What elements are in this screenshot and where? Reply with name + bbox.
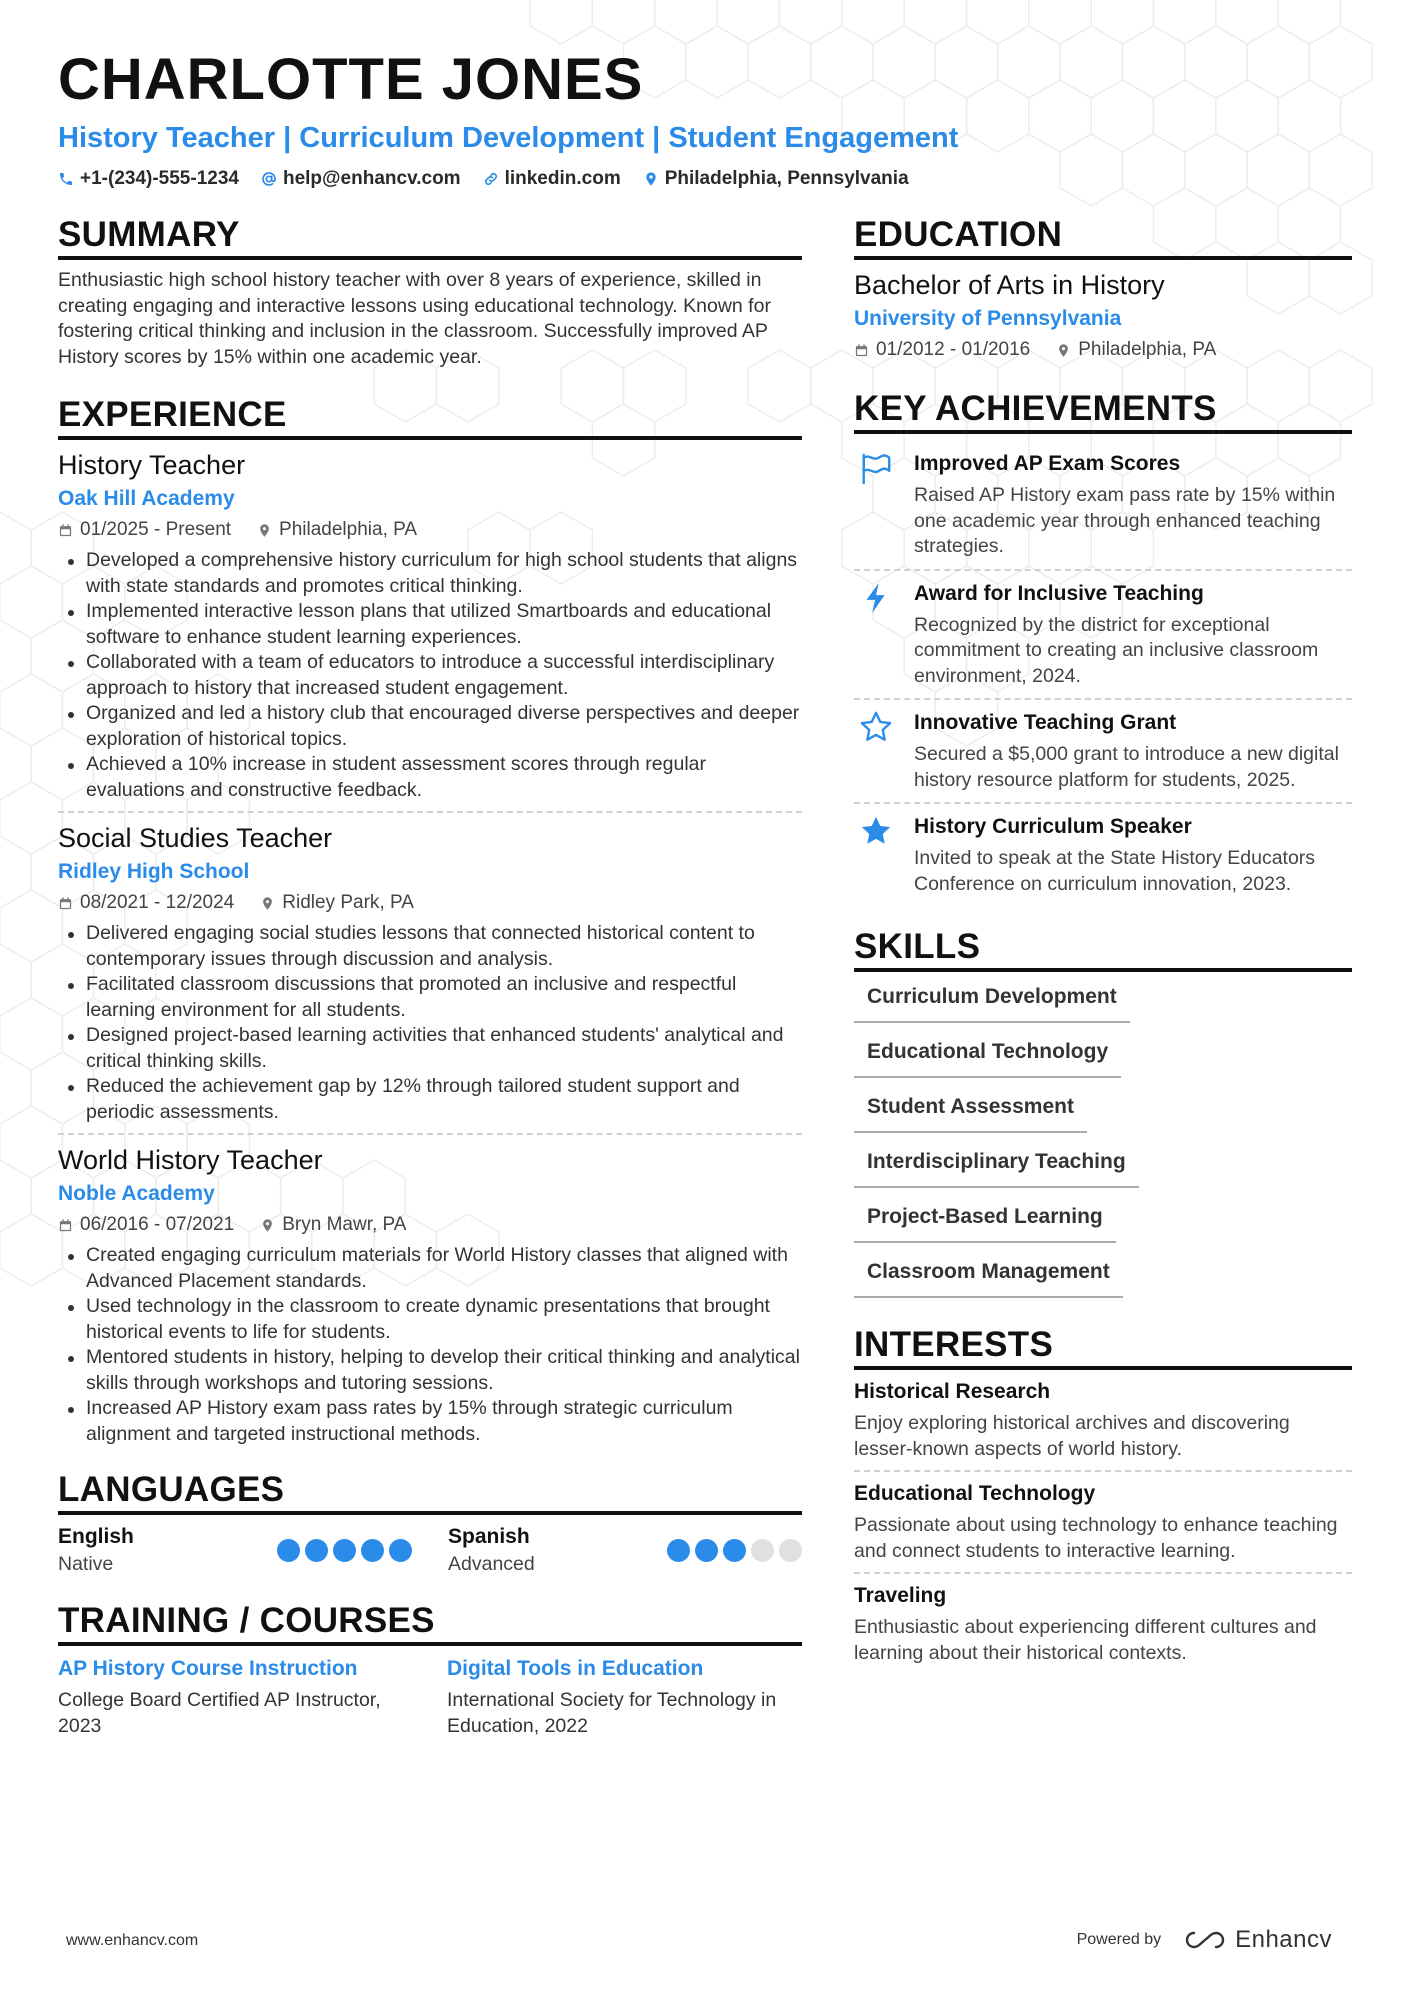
job-dates-text: 01/2025 - Present (80, 519, 232, 540)
training-title: Digital Tools in Education (447, 1657, 704, 1680)
contact-linkedin[interactable] (483, 168, 621, 190)
job-bullet: Reduced the achievement gap by 12% through tailored student support and periodic assessments. (58, 1074, 802, 1125)
job-dates-text: 06/2016 - 07/2021 (80, 1214, 235, 1235)
star-outline-icon (859, 710, 893, 744)
job-bullet: Designed project-based learning activities that enhanced students' analytical and critical thinking skills. (58, 1023, 802, 1074)
summary-section (58, 214, 802, 370)
location-pin-icon (643, 171, 659, 187)
interest-desc: Enthusiastic about experiencing different cultures and learning about their historical contexts. (854, 1616, 1317, 1664)
training-item (58, 1654, 413, 1739)
location-pin-icon (260, 896, 275, 911)
phone-text: +1-(234)-555-1234 (80, 168, 239, 189)
training-title: AP History Course Instruction (58, 1657, 358, 1680)
job-bullet: Collaborated with a team of educators to introduce a successful interdisciplinary approach to history that increased student engagement. (58, 650, 802, 701)
rating-dot-filled (695, 1539, 718, 1562)
interests-section (854, 1324, 1352, 1674)
job-location (260, 1211, 406, 1239)
job-bullet: Delivered engaging social studies lessons that connected historical content to contemporary issues through discussion and analysis. (58, 921, 802, 972)
language-name: Spanish (448, 1525, 530, 1548)
job-bullet: Facilitated classroom discussions that promoted an inclusive and respectful learning environment for all students. (58, 972, 802, 1023)
achievement-desc: Raised AP History exam pass rate by 15% within one academic year through enhanced teaching strategies. (914, 484, 1336, 557)
job-dates-text: 08/2021 - 12/2024 (80, 892, 235, 913)
contact-email[interactable] (261, 168, 461, 190)
achievement-item (854, 698, 1352, 802)
candidate-name: CHARLOTTE JONES (58, 47, 644, 112)
job-bullet: Organized and led a history club that encouraged diverse perspectives and deeper exploration of historical topics. (58, 701, 802, 752)
resume-header (58, 44, 1358, 190)
achievement-desc: Recognized by the district for exceptional commitment to creating an inclusive classroom environment, 2024. (914, 613, 1319, 687)
flag-icon (859, 451, 893, 485)
email-text: help@enhancv.com (282, 168, 461, 189)
right-column (854, 214, 1352, 1674)
job-meta (58, 1211, 802, 1239)
calendar-icon (854, 343, 869, 358)
interest-desc: Passionate about using technology to enhance teaching and connect students to interactive learning. (854, 1514, 1338, 1562)
language-level: Advanced (448, 1553, 535, 1575)
language-level: Native (58, 1553, 114, 1575)
education-location-text: Philadelphia, PA (1078, 339, 1217, 360)
skills-heading: SKILLS (854, 926, 1352, 972)
job-bullet: Used technology in the classroom to create dynamic presentations that brought historical events to life for students. (58, 1294, 802, 1345)
achievement-desc: Invited to speak at the State History Educators Conference on curriculum innovation, 2023. (914, 847, 1316, 895)
education-section (854, 214, 1352, 364)
achievement-desc: Secured a $5,000 grant to introduce a new digital history resource platform for students, 2025. (914, 743, 1339, 791)
languages-section (58, 1469, 802, 1578)
job-title: World History Teacher (58, 1145, 323, 1175)
job-meta (58, 516, 802, 544)
rating-dot-empty (779, 1539, 802, 1562)
education-meta (854, 336, 1352, 364)
job-bullet: Achieved a 10% increase in student assessment scores through regular evaluations and constructive feedback. (58, 752, 802, 803)
skills-list (854, 982, 1352, 1298)
job-meta (58, 889, 802, 917)
education-dates (854, 336, 1030, 364)
company-name: Noble Academy (58, 1182, 215, 1205)
language-item (58, 1523, 412, 1578)
contact-phone[interactable] (58, 168, 239, 190)
candidate-headline: History Teacher | Curriculum Development | Student Engagement (58, 122, 959, 154)
education-dates-text: 01/2012 - 01/2016 (876, 339, 1031, 360)
achievement-title: History Curriculum Speaker (914, 815, 1192, 838)
phone-icon (58, 171, 74, 187)
star-filled-icon (859, 814, 893, 848)
languages-heading: LANGUAGES (58, 1469, 802, 1515)
degree-title: Bachelor of Arts in History (854, 270, 1165, 300)
experience-entry (58, 1133, 802, 1455)
location-pin-icon (260, 1218, 275, 1233)
brand-name: Enhancv (1235, 1926, 1332, 1953)
rating-dot-filled (277, 1539, 300, 1562)
lightning-icon (859, 581, 893, 615)
experience-section (58, 394, 802, 1455)
skill-tag: Educational Technology (854, 1037, 1121, 1078)
job-bullet: Increased AP History exam pass rates by 15% through strategic curriculum alignment and targeted instructional methods. (58, 1396, 802, 1447)
rating-dot-filled (361, 1539, 384, 1562)
experience-entry (58, 811, 802, 1133)
training-list (58, 1654, 802, 1739)
achievement-item (854, 442, 1352, 569)
calendar-icon (58, 523, 73, 538)
summary-text: Enthusiastic high school history teacher with over 8 years of experience, skilled in creating engaging and interactive lessons using educational technology. Known for fostering critical thinking and inclusion in the classroom. Successfully improved AP History scores by 15% within one academic year. (58, 269, 771, 368)
education-heading: EDUCATION (854, 214, 1352, 260)
interest-desc: Enjoy exploring historical archives and discovering lesser-known aspects of world history. (854, 1412, 1290, 1460)
footer-website[interactable]: www.enhancv.com (66, 1932, 199, 1949)
powered-by-text: Powered by (1076, 1931, 1162, 1948)
skill-tag: Curriculum Development (854, 982, 1130, 1023)
company-name: Ridley High School (58, 860, 250, 883)
interest-title: Traveling (854, 1584, 947, 1607)
summary-heading: SUMMARY (58, 214, 802, 260)
interests-heading: INTERESTS (854, 1324, 1352, 1370)
interest-title: Educational Technology (854, 1482, 1096, 1505)
left-column (58, 214, 802, 1739)
job-dates (58, 1211, 234, 1239)
enhancv-logo-icon (1183, 1929, 1227, 1951)
location-text: Philadelphia, Pennsylvania (664, 168, 909, 189)
interest-item (854, 1378, 1352, 1470)
language-item (448, 1523, 802, 1578)
job-bullet: Developed a comprehensive history curriculum for high school students that aligns with state standards and promotes critical thinking. (58, 548, 802, 599)
school-name: University of Pennsylvania (854, 307, 1122, 330)
language-rating (277, 1539, 412, 1562)
job-location (260, 889, 414, 917)
location-pin-icon (1056, 343, 1071, 358)
rating-dot-filled (305, 1539, 328, 1562)
languages-list (58, 1523, 802, 1578)
achievement-item (854, 802, 1352, 906)
calendar-icon (58, 896, 73, 911)
achievement-title: Innovative Teaching Grant (914, 711, 1177, 734)
company-name: Oak Hill Academy (58, 487, 235, 510)
at-sign-icon (261, 171, 277, 187)
job-bullets (58, 548, 802, 803)
job-bullets (58, 921, 802, 1125)
job-dates (58, 516, 231, 544)
language-name: English (58, 1525, 134, 1548)
achievement-title: Award for Inclusive Teaching (914, 581, 1204, 605)
linkedin-text: linkedin.com (504, 168, 621, 189)
rating-dot-filled (723, 1539, 746, 1562)
experience-entry (58, 448, 802, 811)
calendar-icon (58, 1218, 73, 1233)
skill-tag: Classroom Management (854, 1257, 1123, 1298)
rating-dot-empty (751, 1539, 774, 1562)
achievements-section (854, 388, 1352, 906)
location-pin-icon (257, 523, 272, 538)
interest-item (854, 1572, 1352, 1674)
job-bullet: Mentored students in history, helping to develop their critical thinking and analytical skills through workshops and tutoring sessions. (58, 1345, 802, 1396)
job-bullets (58, 1243, 802, 1447)
training-desc: International Society for Technology in Education, 2022 (447, 1689, 777, 1737)
skill-tag: Project-Based Learning (854, 1202, 1116, 1243)
rating-dot-filled (389, 1539, 412, 1562)
footer-branding (1077, 1926, 1332, 1954)
interest-item (854, 1470, 1352, 1572)
rating-dot-filled (667, 1539, 690, 1562)
contact-info (58, 168, 1358, 190)
job-title: Social Studies Teacher (58, 823, 333, 853)
job-location (257, 516, 417, 544)
job-location-text: Philadelphia, PA (279, 519, 418, 540)
rating-dot-filled (333, 1539, 356, 1562)
interest-title: Historical Research (854, 1380, 1051, 1403)
education-location (1056, 336, 1216, 364)
job-title: History Teacher (58, 450, 246, 480)
skills-section (854, 926, 1352, 1298)
training-heading: TRAINING / COURSES (58, 1600, 802, 1646)
job-bullet: Implemented interactive lesson plans that utilized Smartboards and educational software to enhance student learning experiences. (58, 599, 802, 650)
job-bullet: Created engaging curriculum materials for World History classes that aligned with Advanced Placement standards. (58, 1243, 802, 1294)
contact-location (643, 168, 909, 190)
training-item (447, 1654, 802, 1739)
experience-heading: EXPERIENCE (58, 394, 802, 440)
language-rating (667, 1539, 802, 1562)
job-dates (58, 889, 234, 917)
brand-logo[interactable] (1183, 1926, 1332, 1954)
job-location-text: Ridley Park, PA (282, 892, 414, 913)
skill-tag: Interdisciplinary Teaching (854, 1147, 1139, 1188)
achievement-title: Improved AP Exam Scores (914, 452, 1181, 475)
training-section (58, 1600, 802, 1739)
training-desc: College Board Certified AP Instructor, 2023 (58, 1689, 381, 1737)
skill-tag: Student Assessment (854, 1092, 1087, 1133)
job-location-text: Bryn Mawr, PA (282, 1214, 407, 1235)
link-icon (483, 171, 499, 187)
achievements-heading: KEY ACHIEVEMENTS (854, 388, 1352, 434)
achievement-item (854, 569, 1352, 699)
